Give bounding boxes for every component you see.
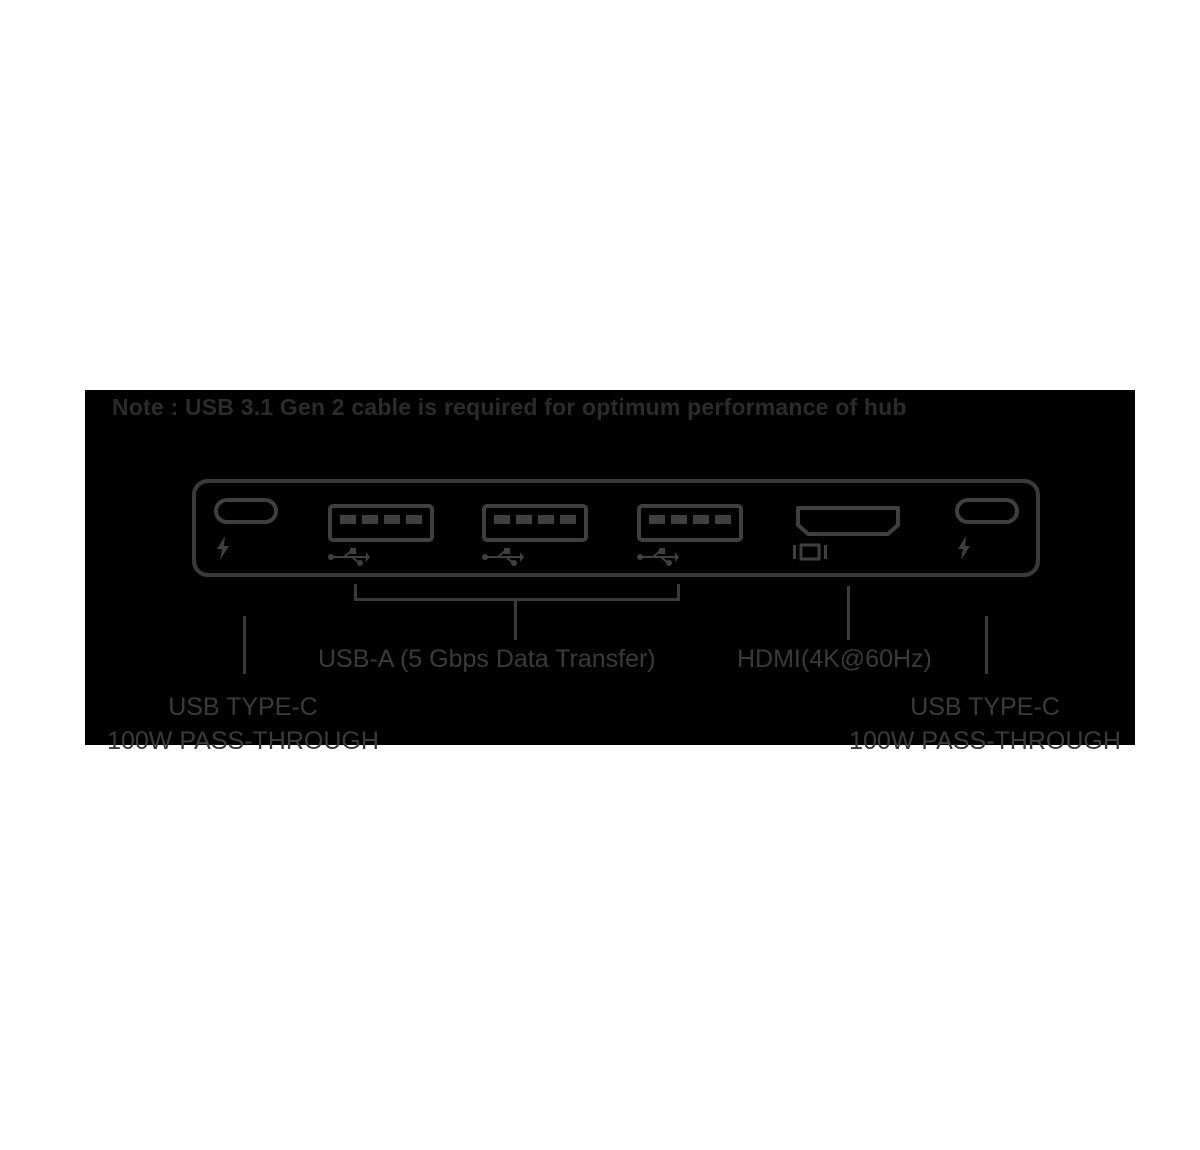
label-usb-a: USB-A (5 Gbps Data Transfer) bbox=[318, 645, 656, 673]
usb-icon bbox=[482, 547, 588, 567]
label-typec-left-line1: USB TYPE-C bbox=[168, 693, 318, 721]
port-usb-a-3 bbox=[637, 504, 743, 542]
port-hdmi bbox=[792, 503, 904, 539]
usba-bracket-left-tick bbox=[354, 584, 357, 600]
usb-a-contacts bbox=[494, 515, 576, 524]
label-typec-right-line1: USB TYPE-C bbox=[910, 693, 1060, 721]
usba-leader-line bbox=[514, 598, 517, 640]
usb-icon bbox=[637, 547, 743, 567]
usb-a-contacts bbox=[649, 515, 731, 524]
usb-icon bbox=[328, 547, 434, 567]
label-hdmi: HDMI(4K@60Hz) bbox=[737, 645, 932, 673]
usb-a-contacts bbox=[340, 515, 422, 524]
thunderbolt-icon bbox=[955, 535, 1019, 561]
hub-body-outline bbox=[192, 479, 1040, 577]
port-usb-a-1 bbox=[328, 504, 434, 542]
typec-right-leader-line bbox=[985, 616, 988, 674]
port-usb-type-c-right bbox=[955, 498, 1019, 524]
port-usb-a-2 bbox=[482, 504, 588, 542]
display-icon bbox=[792, 543, 904, 561]
hdmi-leader-line bbox=[847, 586, 850, 640]
note-text: Note : USB 3.1 Gen 2 cable is required for optimum performance of hub bbox=[112, 394, 907, 420]
usba-bracket-right-tick bbox=[677, 584, 680, 600]
label-typec-left-line2: 100W PASS-THROUGH bbox=[107, 727, 379, 755]
label-typec-right-line2: 100W PASS-THROUGH bbox=[849, 727, 1121, 755]
thunderbolt-icon bbox=[214, 535, 278, 561]
typec-left-leader-line bbox=[243, 616, 246, 674]
port-usb-type-c-left bbox=[214, 498, 278, 524]
usba-bracket-top bbox=[354, 598, 680, 601]
